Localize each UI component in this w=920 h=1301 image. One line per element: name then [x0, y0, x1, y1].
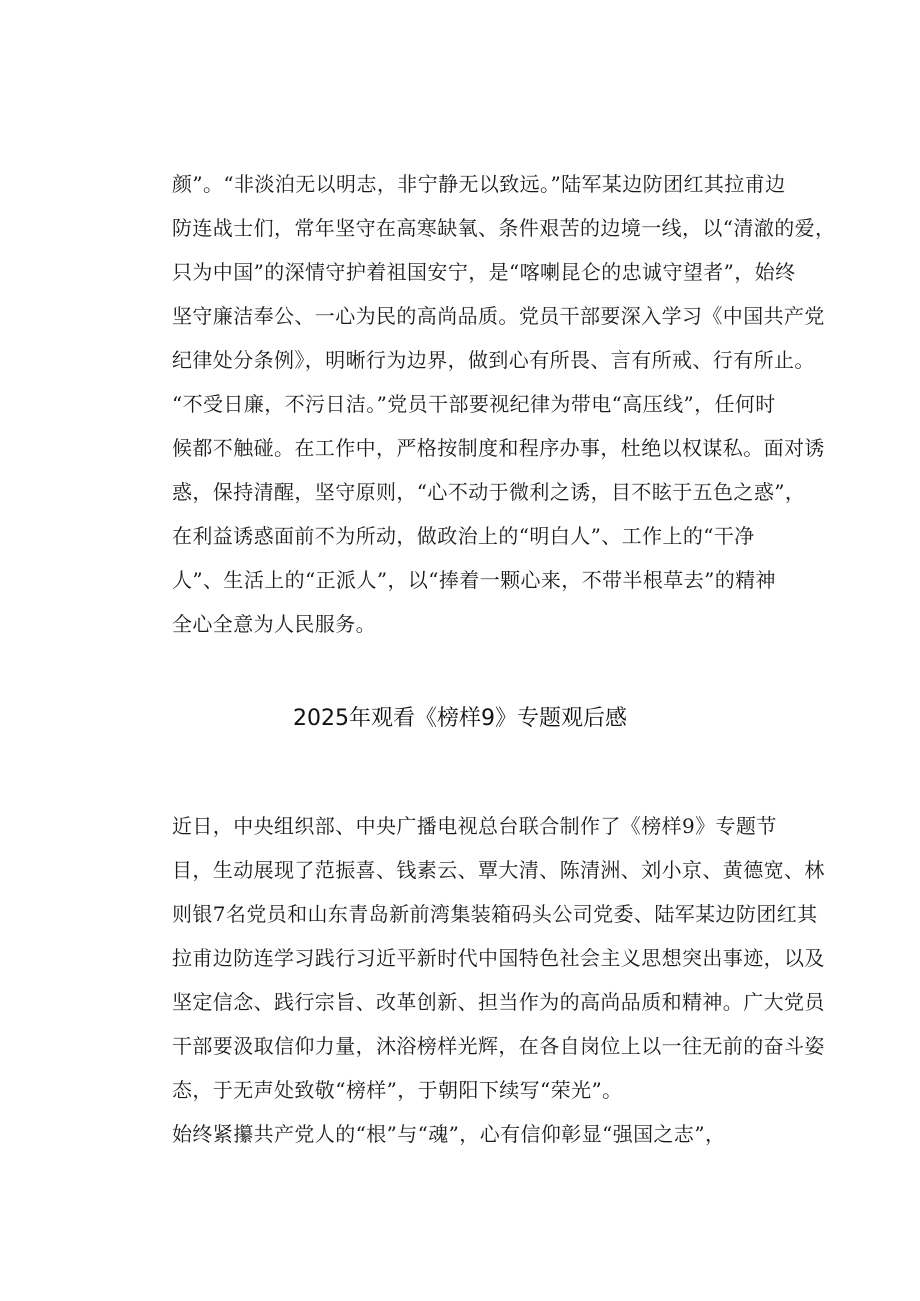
- paragraph-line: 全心全意为人民服务。: [172, 612, 376, 636]
- paragraph-line: 干部要汲取信仰力量，沐浴榜样光辉，在各自岗位上以一往无前的奋斗姿: [172, 1034, 825, 1058]
- paragraph-line: “不受日廉，不污日洁。”党员干部要视纪律为带电“高压线”，任何时: [172, 392, 776, 416]
- paragraph-line: 在利益诱惑面前不为所动，做政治上的“明白人”、工作上的“干净: [172, 524, 755, 548]
- paragraph-line: 目，生动展现了范振喜、钱素云、覃大清、陈清洲、刘小京、黄德宽、林: [172, 858, 825, 882]
- paragraph-line: 坚守廉洁奉公、一心为民的高尚品质。党员干部要深入学习《中国共产党: [172, 304, 825, 328]
- paragraph-line: 只为中国”的深情守护着祖国安宁，是“喀喇昆仑的忠诚守望者”，始终: [172, 260, 796, 284]
- paragraph-line: 则银7名党员和山东青岛新前湾集装箱码头公司党委、陆军某边防团红其: [172, 902, 818, 926]
- paragraph-line: 防连战士们，常年坚守在高寒缺氧、条件艰苦的边境一线，以“清澈的爱，: [172, 216, 836, 240]
- paragraph-line: 始终紧攥共产党人的“根”与“魂”，心有信仰彰显“强国之志”，: [172, 1122, 726, 1146]
- paragraph-line: 惑，保持清醒，坚守原则，“心不动于微利之诱，目不眩于五色之惑”，: [172, 480, 806, 504]
- paragraph-line: 候都不触碰。在工作中，严格按制度和程序办事，杜绝以权谋私。面对诱: [172, 436, 825, 460]
- paragraph-line: 颜”。“非淡泊无以明志，非宁静无以致远。”陆军某边防团红其拉甫边: [172, 172, 786, 196]
- document-title: 2025年观看《榜样9》专题观后感: [293, 706, 627, 731]
- paragraph-line: 态，于无声处致敬“榜样”，于朝阳下续写“荣光”。: [172, 1078, 623, 1102]
- paragraph-line: 近日，中央组织部、中央广播电视总台联合制作了《榜样9》专题节: [172, 814, 777, 838]
- paragraph-line: 拉甫边防连学习践行习近平新时代中国特色社会主义思想突出事迹，以及: [172, 946, 825, 970]
- paragraph-line: 纪律处分条例》，明晰行为边界，做到心有所畏、言有所戒、行有所止。: [172, 348, 815, 372]
- paragraph-line: 人”、生活上的“正派人”，以“捧着一颗心来，不带半根草去”的精神: [172, 568, 776, 592]
- paragraph-line: 坚定信念、践行宗旨、改革创新、担当作为的高尚品质和精神。广大党员: [172, 990, 825, 1014]
